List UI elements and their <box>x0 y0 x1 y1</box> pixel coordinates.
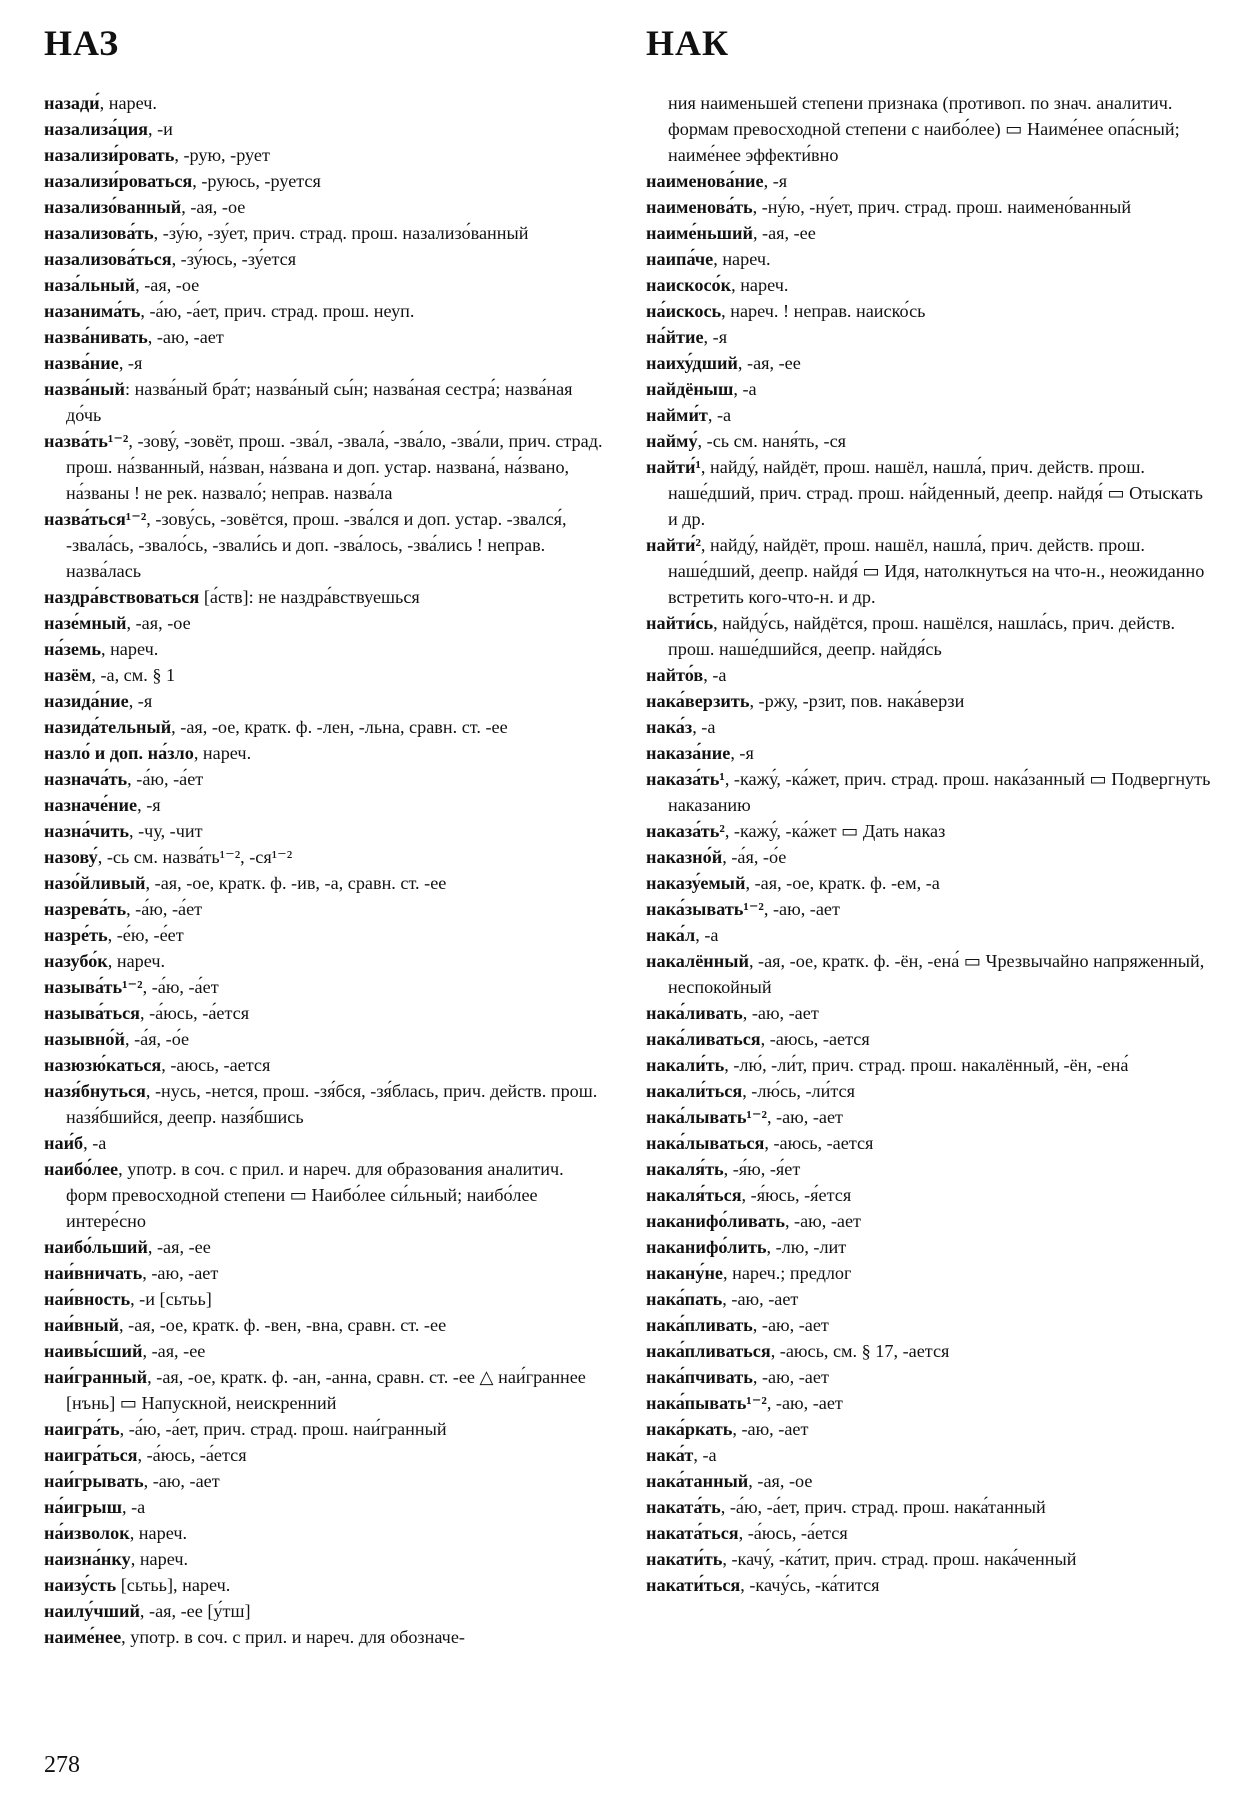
dictionary-entry: накали́ть, -лю́, -ли́т, прич. страд. прош. накалённый, -ён, -ена́ <box>646 1055 1129 1075</box>
dictionary-entry: накали́ться, -лю́сь, -ли́тся <box>646 1081 855 1101</box>
headword: назя́бнуться <box>44 1081 146 1101</box>
headword: нака́т <box>646 1445 694 1465</box>
headword: назализова́ть <box>44 223 154 243</box>
headword: наи́б <box>44 1133 84 1153</box>
dictionary-entry: назва́нивать, -аю, -ает <box>44 327 224 347</box>
dictionary-entry: назва́ться¹⁻², -зову́сь, -зовётся, прош. -зва́лся и доп. устар. -звался́, -звала́сь, -звало́сь, -звали́сь и доп. -зва́лось, -зва́лись ! неправ. назва́лась <box>44 509 567 581</box>
headword: назубо́к <box>44 951 108 971</box>
headword: назывно́й <box>44 1029 125 1049</box>
headword: на́йтие <box>646 327 704 347</box>
dictionary-entry: нака́т, -а <box>646 1445 717 1465</box>
headword: наканифо́ливать <box>646 1211 785 1231</box>
dictionary-entry: нака́зывать¹⁻², -аю, -ает <box>646 899 840 919</box>
headword: наи́вничать <box>44 1263 143 1283</box>
dictionary-entry: называ́ться, -а́юсь, -а́ется <box>44 1003 250 1023</box>
headword: накаля́ть <box>646 1159 724 1179</box>
dictionary-entry: нака́ливаться, -аюсь, -ается <box>646 1029 870 1049</box>
dictionary-entry: назанима́ть, -а́ю, -а́ет, прич. страд. прош. неуп. <box>44 301 415 321</box>
headword: называ́ться <box>44 1003 140 1023</box>
headword: наименова́ть <box>646 197 753 217</box>
headword: наканифо́лить <box>646 1237 767 1257</box>
dictionary-entry: нака́з, -а <box>646 717 716 737</box>
headword: найдёныш <box>646 379 734 399</box>
headword: назначе́ние <box>44 795 138 815</box>
dictionary-entry: наката́ть, -а́ю, -а́ет, прич. страд. прош. нака́танный <box>646 1497 1046 1517</box>
headword: наказа́ть² <box>646 821 725 841</box>
headword: назанима́ть <box>44 301 141 321</box>
headword: наибо́льший <box>44 1237 148 1257</box>
dictionary-entry: наи́вность, -и [сьтьь] <box>44 1289 212 1309</box>
headword: наивы́сший <box>44 1341 143 1361</box>
dictionary-entry: нака́пать, -аю, -ает <box>646 1289 799 1309</box>
headword: наигра́ть <box>44 1419 120 1439</box>
dictionary-entry: нака́лываться, -аюсь, -ается <box>646 1133 874 1153</box>
dictionary-entry: назализо́ванный, -ая, -ое <box>44 197 246 217</box>
dictionary-entry: нака́пливаться, -аюсь, см. § 17, -ается <box>646 1341 950 1361</box>
dictionary-entry: назва́ный: назва́ный бра́т; назва́ный сы́н; назва́ная сестра́; назва́ная до́чь <box>44 379 573 425</box>
dictionary-entry: наизу́сть [сьтьь], нареч. <box>44 1575 231 1595</box>
headword: нака́ливаться <box>646 1029 761 1049</box>
dictionary-entry: нака́пывать¹⁻², -аю, -ает <box>646 1393 843 1413</box>
headword: накати́ться <box>646 1575 741 1595</box>
dictionary-entry-continuation: ния наименьшей степени признака (противоп. по знач. аналитич. формам превосходной степени с наибо́лее) ▭ Наиме́нее опа́сный; наиме́нее эффекти́вно <box>668 93 1180 165</box>
dictionary-entry: нака́танный, -ая, -ое <box>646 1471 813 1491</box>
headword: найти́¹ <box>646 457 701 477</box>
dictionary-entry: найто́в, -а <box>646 665 727 685</box>
headword: наиме́ньший <box>646 223 753 243</box>
headword: найто́в <box>646 665 704 685</box>
dictionary-entry: назализова́ть, -зу́ю, -зу́ет, прич. страд. прош. назализо́ванный <box>44 223 529 243</box>
dictionary-entry: назализова́ться, -зу́юсь, -зу́ется <box>44 249 297 269</box>
headword: нака́пчивать <box>646 1367 753 1387</box>
headword: наипа́че <box>646 249 714 269</box>
headword: найти́сь <box>646 613 714 633</box>
dictionary-entry: найти́², найду́, найдёт, прош. нашёл, нашла́, прич. действ. прош. наше́дший, деепр. найдя́ ▭ Идя, натолкнуться на что-н., неожиданно встретить кого-что-н. и др. <box>646 535 1205 607</box>
dictionary-entry: наказу́емый, -ая, -ое, кратк. ф. -ем, -а <box>646 873 940 893</box>
headword: наиме́нее <box>44 1627 122 1647</box>
dictionary-entry: на́земь, нареч. <box>44 639 159 659</box>
headword: назва́ный <box>44 379 125 399</box>
dictionary-entry: наза́льный, -ая, -ое <box>44 275 200 295</box>
dictionary-entry: накаля́ть, -я́ю, -я́ет <box>646 1159 801 1179</box>
headword: назрева́ть <box>44 899 127 919</box>
headword: наката́ться <box>646 1523 739 1543</box>
headword: накаля́ться <box>646 1185 742 1205</box>
dictionary-entry: на́искось, нареч. ! неправ. наиско́сь <box>646 301 926 321</box>
dictionary-entry: накану́не, нареч.; предлог <box>646 1263 852 1283</box>
headword: нака́пливаться <box>646 1341 771 1361</box>
dictionary-entry: найдёныш, -а <box>646 379 757 399</box>
dictionary-entry: найти́сь, найду́сь, найдётся, прош. нашёлся, нашла́сь, прич. действ. прош. наше́дшийся, деепр. найдя́сь <box>646 613 1176 659</box>
headword: наигра́ться <box>44 1445 138 1465</box>
headword: назре́ть <box>44 925 108 945</box>
headword: наи́гранный <box>44 1367 148 1387</box>
headword: найму́ <box>646 431 698 451</box>
headword: назализо́ванный <box>44 197 182 217</box>
headword: нака́верзить <box>646 691 750 711</box>
dictionary-entry: наибо́льший, -ая, -ее <box>44 1237 211 1257</box>
headword: назида́тельный <box>44 717 172 737</box>
right-column <box>646 90 1211 1598</box>
headword: нака́пывать¹⁻² <box>646 1393 767 1413</box>
dictionary-entry: наизна́нку, нареч. <box>44 1549 189 1569</box>
headword: назва́ться¹⁻² <box>44 509 147 529</box>
headword: назюзю́каться <box>44 1055 162 1075</box>
headword: наказа́ть¹ <box>646 769 725 789</box>
dictionary-entry: наказа́ние, -я <box>646 743 754 763</box>
dictionary-entry: назрева́ть, -а́ю, -а́ет <box>44 899 203 919</box>
headword: найти́² <box>646 535 701 555</box>
dictionary-entry: назида́ние, -я <box>44 691 153 711</box>
dictionary-entry: наказа́ть¹, -кажу́, -ка́жет, прич. страд. прош. нака́занный ▭ Подвергнуть наказанию <box>646 769 1211 815</box>
headword: наиху́дший <box>646 353 738 373</box>
headword: наискосо́к <box>646 275 732 295</box>
dictionary-entry: нака́пливать, -аю, -ает <box>646 1315 829 1335</box>
dictionary-entry: назову́, -сь см. назва́ть¹⁻², -ся¹⁻² <box>44 847 293 867</box>
headword: нака́пать <box>646 1289 723 1309</box>
dictionary-entry: найти́¹, найду́, найдёт, прош. нашёл, нашла́, прич. действ. прош. наше́дший, прич. страд. прош. на́йденный, деепр. найдя́ ▭ Отыскать и др. <box>646 457 1203 529</box>
headword: назализова́ться <box>44 249 172 269</box>
headword: нака́з <box>646 717 693 737</box>
dictionary-entry: назначе́ние, -я <box>44 795 161 815</box>
dictionary-entry: найму́, -сь см. наня́ть, -ся <box>646 431 847 451</box>
dictionary-entry: назализи́ровать, -рую, -рует <box>44 145 270 165</box>
headword: назва́ть¹⁻² <box>44 431 129 451</box>
dictionary-entry: назре́ть, -е́ю, -е́ет <box>44 925 184 945</box>
dictionary-entry: накалённый, -ая, -ое, кратк. ф. -ён, -ена́ ▭ Чрезвычайно напряженный, неспокойный <box>646 951 1205 997</box>
headword: нака́лывать¹⁻² <box>646 1107 767 1127</box>
headword: на́игрыш <box>44 1497 122 1517</box>
headword: назва́ние <box>44 353 119 373</box>
dictionary-entry: накати́ть, -качу́, -ка́тит, прич. страд. прош. нака́ченный <box>646 1549 1077 1569</box>
headword: нака́ливать <box>646 1003 743 1023</box>
dictionary-entry: на́йтие, -я <box>646 327 728 347</box>
dictionary-entry: наименова́ть, -ну́ю, -ну́ет, прич. страд. прош. наимено́ванный <box>646 197 1132 217</box>
dictionary-entry: назе́мный, -ая, -ое <box>44 613 191 633</box>
dictionary-entry: наискосо́к, нареч. <box>646 275 789 295</box>
dictionary-entry: назва́ть¹⁻², -зову́, -зовёт, прош. -зва́л, -звала́, -зва́ло, -зва́ли, прич. страд. прош. на́званный, на́зван, на́звана и доп. устар. названа́, на́звано, на́званы ! не рек. назвало́; неправ. назва́ла <box>44 431 603 503</box>
dictionary-entry: назло́ и доп. на́зло, нареч. <box>44 743 252 763</box>
headword: накалённый <box>646 951 749 971</box>
headword: наи́грывать <box>44 1471 144 1491</box>
dictionary-entry: наиме́нее, употр. в соч. с прил. и нареч. для обозначе- <box>44 1627 465 1647</box>
headword: на́изволок <box>44 1523 130 1543</box>
dictionary-entry: наи́гранный, -ая, -ое, кратк. ф. -ан, -анна, сравн. ст. -ее △ наи́граннее [нънь] ▭ Напускной, неискренний <box>44 1367 586 1413</box>
headword: назна́чить <box>44 821 130 841</box>
dictionary-entry: наиме́ньший, -ая, -ее <box>646 223 816 243</box>
headword: накану́не <box>646 1263 723 1283</box>
headword: назову́ <box>44 847 98 867</box>
headword: наздра́вствоваться <box>44 587 200 607</box>
headword: наименова́ние <box>646 171 764 191</box>
dictionary-entry: наи́вный, -ая, -ое, кратк. ф. -вен, -вна, сравн. ст. -ее <box>44 1315 447 1335</box>
dictionary-entry: наздра́вствоваться [а́ств]: не наздра́вствуешься <box>44 587 420 607</box>
headword: назализи́ровать <box>44 145 175 165</box>
dictionary-entry: найми́т, -а <box>646 405 732 425</box>
dictionary-entry: наигра́ться, -а́юсь, -а́ется <box>44 1445 247 1465</box>
dictionary-entry: нака́пчивать, -аю, -ает <box>646 1367 829 1387</box>
headword: назва́нивать <box>44 327 148 347</box>
headword: назализи́роваться <box>44 171 193 191</box>
headword: наза́льный <box>44 275 136 295</box>
headword: нака́пливать <box>646 1315 753 1335</box>
page-number: 278 <box>44 1752 80 1778</box>
headword: на́искось <box>646 301 722 321</box>
dictionary-entry: назади́, нареч. <box>44 93 157 113</box>
headword: назида́ние <box>44 691 129 711</box>
dictionary-entry: накаля́ться, -я́юсь, -я́ется <box>646 1185 852 1205</box>
headword: нака́лываться <box>646 1133 765 1153</box>
dictionary-entry: нака́ливать, -аю, -ает <box>646 1003 819 1023</box>
dictionary-entry: назывно́й, -а́я, -о́е <box>44 1029 190 1049</box>
dictionary-entry: назубо́к, нареч. <box>44 951 166 971</box>
headword: накали́ться <box>646 1081 743 1101</box>
dictionary-entry: накати́ться, -качу́сь, -ка́тится <box>646 1575 880 1595</box>
headword: нака́зывать¹⁻² <box>646 899 764 919</box>
headword: наи́вность <box>44 1289 131 1309</box>
dictionary-entry: нака́лывать¹⁻², -аю, -ает <box>646 1107 843 1127</box>
headword: наизу́сть <box>44 1575 117 1595</box>
dictionary-entry: наката́ться, -а́юсь, -а́ется <box>646 1523 848 1543</box>
dictionary-entry: наипа́че, нареч. <box>646 249 771 269</box>
dictionary-entry: называ́ть¹⁻², -а́ю, -а́ет <box>44 977 219 997</box>
left-column <box>44 90 609 1650</box>
dictionary-entry: назида́тельный, -ая, -ое, кратк. ф. -лен, -льна, сравн. ст. -ее <box>44 717 508 737</box>
headword: назади́ <box>44 93 100 113</box>
dictionary-entry: на́игрыш, -а <box>44 1497 146 1517</box>
dictionary-entry: назализи́роваться, -руюсь, -руется <box>44 171 321 191</box>
headword: наибо́лее <box>44 1159 119 1179</box>
headword: назнача́ть <box>44 769 128 789</box>
headword: накали́ть <box>646 1055 725 1075</box>
headword: нака́танный <box>646 1471 749 1491</box>
dictionary-entry: назализа́ция, -и <box>44 119 173 139</box>
dictionary-entry: наи́вничать, -аю, -ает <box>44 1263 219 1283</box>
dictionary-entry: наибо́лее, употр. в соч. с прил. и нареч. для образования аналитич. форм превосходной степени ▭ Наибо́лее си́льный; наибо́лее интере́сно <box>44 1159 564 1231</box>
dictionary-entry: на́изволок, нареч. <box>44 1523 188 1543</box>
headword: называ́ть¹⁻² <box>44 977 143 997</box>
dictionary-entry: нака́л, -а <box>646 925 719 945</box>
dictionary-entry: назя́бнуться, -нусь, -нется, прош. -зя́бся, -зя́блась, прич. действ. прош. назя́бшийся, деепр. назя́бшись <box>44 1081 598 1127</box>
headword: найми́т <box>646 405 708 425</box>
dictionary-entry: наканифо́ливать, -аю, -ает <box>646 1211 862 1231</box>
headword: назло́ и доп. на́зло <box>44 743 194 763</box>
dictionary-entry: назва́ние, -я <box>44 353 143 373</box>
headword: наказу́емый <box>646 873 746 893</box>
dictionary-entry: назём, -а, см. § 1 <box>44 665 176 685</box>
headword: назо́йливый <box>44 873 146 893</box>
dictionary-entry: наименова́ние, -я <box>646 171 788 191</box>
headword: накати́ть <box>646 1549 723 1569</box>
dictionary-entry: наилу́чший, -ая, -ее [у́тш] <box>44 1601 251 1621</box>
dictionary-entry: назо́йливый, -ая, -ое, кратк. ф. -ив, -а, сравн. ст. -ее <box>44 873 447 893</box>
right-running-header: НАК <box>646 23 730 63</box>
dictionary-entry: наиху́дший, -ая, -ее <box>646 353 801 373</box>
headword: нака́л <box>646 925 696 945</box>
headword: нака́ркать <box>646 1419 733 1439</box>
headword: наизна́нку <box>44 1549 131 1569</box>
headword: назём <box>44 665 92 685</box>
dictionary-entry: наказа́ть², -кажу́, -ка́жет ▭ Дать наказ <box>646 821 946 841</box>
headword: наи́вный <box>44 1315 120 1335</box>
dictionary-entry: нака́верзить, -ржу, -рзит, пов. нака́верзи <box>646 691 965 711</box>
headword: наилу́чший <box>44 1601 140 1621</box>
dictionary-entry: наказно́й, -а́я, -о́е <box>646 847 787 867</box>
dictionary-entry: наи́грывать, -аю, -ает <box>44 1471 220 1491</box>
headword: на́земь <box>44 639 101 659</box>
headword: назализа́ция <box>44 119 149 139</box>
dictionary-entry: назюзю́каться, -аюсь, -ается <box>44 1055 271 1075</box>
dictionary-entry: наивы́сший, -ая, -ее <box>44 1341 206 1361</box>
headword: назе́мный <box>44 613 127 633</box>
dictionary-entry: наканифо́лить, -лю, -лит <box>646 1237 847 1257</box>
headword: наката́ть <box>646 1497 721 1517</box>
headword: наказно́й <box>646 847 723 867</box>
dictionary-entry: наи́б, -а <box>44 1133 107 1153</box>
dictionary-entry: назнача́ть, -а́ю, -а́ет <box>44 769 204 789</box>
dictionary-entry: наигра́ть, -а́ю, -а́ет, прич. страд. прош. наи́гранный <box>44 1419 447 1439</box>
left-running-header: НАЗ <box>44 23 120 63</box>
headword: наказа́ние <box>646 743 731 763</box>
dictionary-entry: назна́чить, -чу, -чит <box>44 821 203 841</box>
dictionary-entry: нака́ркать, -аю, -ает <box>646 1419 809 1439</box>
